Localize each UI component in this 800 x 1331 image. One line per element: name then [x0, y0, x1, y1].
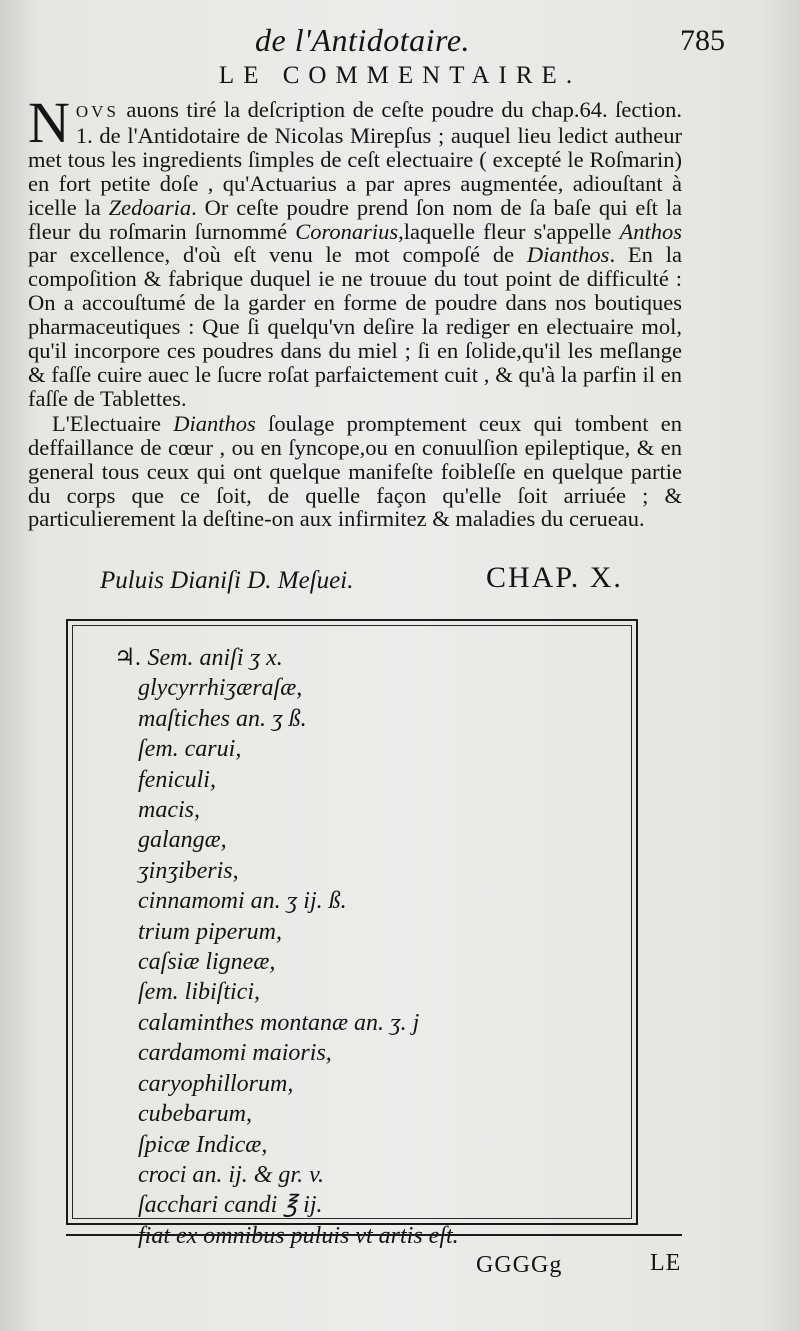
paragraph-1-text-4: par excellence, d'où eſt venu le mot compoſé de	[28, 242, 527, 268]
paragraph-1-text-5: . En la compoſition & fabrique duquel ie ne trouue du tout point de difficulté : On a accouſtumé de la garder en forme de poudre dans nos boutiques pharmaceutiques : Que ſi quelqu'vn deſire la rediger en electuaire mol, qu'il incorpore ces poudres dans du miel ; ſi en ſolide,qu'il les meſlange & faſſe cuire auec le ſucre roſat parfaictement cuit , & qu'à la parfin il en faſſe de Tablettes.	[28, 242, 682, 411]
recipe-box	[66, 619, 638, 1249]
ingredient-line: maſtiches an. ʒ ß.	[138, 705, 307, 732]
section-heading: LE COMMENTAIRE.	[218, 62, 582, 89]
term-dianthos: Dianthos	[526, 242, 610, 268]
recipe-ingredient-list	[114, 643, 459, 1251]
page-number: 785	[680, 24, 725, 57]
paragraph-2	[28, 412, 682, 532]
chapter-label: CHAP. X.	[486, 561, 623, 594]
ingredient-line: macis,	[138, 797, 200, 824]
ingredient-line: ſem. carui,	[138, 736, 242, 763]
ingredient-line: galangæ,	[138, 827, 227, 854]
ingredient-line: caryophillorum,	[138, 1070, 294, 1097]
term-dianthos-2: Dianthos	[173, 410, 256, 436]
paragraph-1-text: auons tiré la deſcription de ceſte poudre du chap.64. ſection. 1. de l'Antidotaire de Nicolas Mirepſus ; auquel lieu ledict autheur met tous les ingredients ſimples de ceſt electuaire ( excepté le Roſmarin) en fort petite doſe , qu'Actuarius a par apres augmentée, adiouſtant à icelle la	[28, 97, 682, 220]
ingredient-line: glycyrrhiʒæraſæ,	[138, 675, 303, 702]
small-caps-word: OVS	[75, 102, 119, 121]
commentary-text	[28, 90, 683, 532]
paragraph-1-text-3: ,laquelle fleur s'appelle	[398, 218, 620, 244]
ingredient-line: caſsiæ ligneæ,	[138, 949, 276, 976]
running-title: de l'Antidotaire.	[255, 22, 471, 58]
ingredient-line: ʒinʒiberis,	[138, 857, 239, 884]
ingredient-line: feniculi,	[138, 766, 216, 793]
ingredient-line: ſacchari candi ℥ ij.	[138, 1192, 323, 1219]
ingredient-line: ſpicæ Indicæ,	[138, 1131, 268, 1158]
ingredient-line: cubebarum,	[138, 1101, 252, 1128]
ingredient-line: trium piperum,	[138, 918, 282, 945]
ingredient-line: ſem. libiſtici,	[138, 979, 260, 1006]
signature-mark: GGGGg	[476, 1252, 563, 1278]
ingredient-line: fiat ex omnibus puluis vt artis eſt.	[138, 1222, 459, 1249]
recipe-title: Puluis Dianiſi D. Meſuei.	[100, 567, 354, 594]
paragraph-1	[28, 90, 682, 411]
term-zedoaria: Zedoaria	[108, 194, 192, 220]
paragraph-2-text-2: ſoulage promptement ceux qui tombent en deffaillance de cœur , ou en ſyncope,ou en conuulſion epileptique, & en general tous ceux qui ont quelque manifeſte foibleſſe en quelque partie du corps que ce ſoit, de quelle façon qu'elle ſoit arriuée ; & particulierement la deſtine-on aux infirmitez & maladies du cerueau.	[28, 410, 683, 532]
ingredient-line: ♃. Sem. aniſi ʒ x.	[114, 645, 283, 671]
term-coronarius: Coronarius	[295, 218, 399, 244]
running-head	[0, 14, 800, 58]
catchword: LE	[650, 1250, 682, 1276]
footer-rule	[66, 1234, 682, 1236]
term-anthos: Anthos	[619, 218, 682, 244]
paragraph-2-text: L'Electuaire	[52, 410, 174, 436]
ingredient-line: croci an. ij. & gr. v.	[138, 1161, 324, 1188]
ingredient-line: cinnamomi an. ʒ ij. ß.	[138, 888, 347, 915]
ingredient-line: calaminthes montanæ an. ʒ. j	[138, 1009, 420, 1036]
ingredient-line: cardamomi maioris,	[138, 1040, 332, 1067]
paragraph-1-text-2: . Or ceſte poudre prend ſon nom de ſa baſe qui eſt la fleur du roſmarin ſurnommé	[28, 194, 682, 244]
drop-cap: N	[28, 90, 70, 155]
